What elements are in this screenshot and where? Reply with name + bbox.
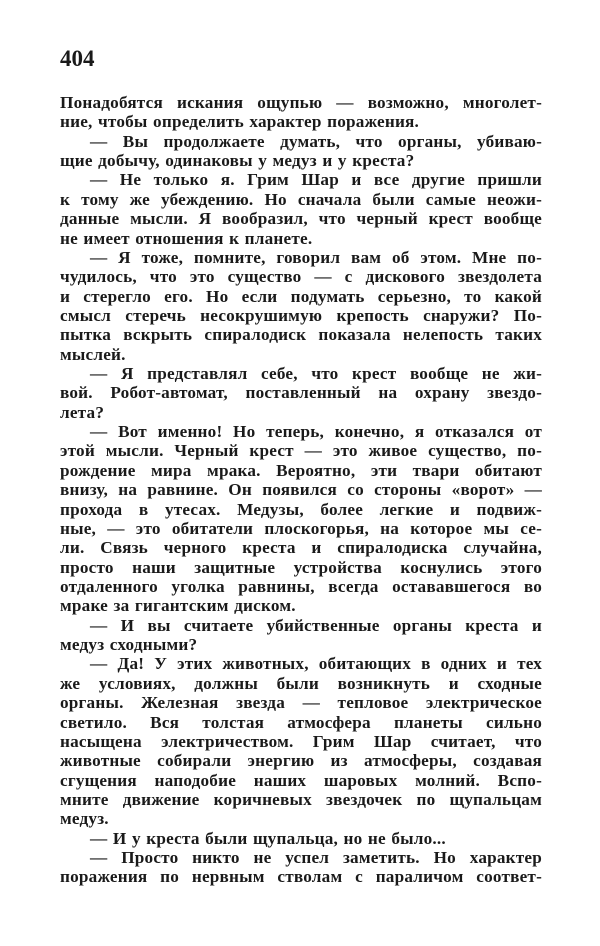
text-line: — И у креста были щупальца, но не было...	[90, 828, 446, 848]
text-line: — Да! У этих животных, обитающих в одних и тех	[90, 654, 542, 674]
text-line: отдаленного уголка равнины, всегда остававшегося во	[60, 576, 542, 596]
text-line: — Не только я. Грим Шар и все другие пришли	[90, 170, 542, 190]
text-line: смысл стеречь несокрушимую крепость снаружи? По-	[60, 305, 542, 325]
text-line: лета?	[60, 402, 105, 422]
text-line: мыслей.	[60, 344, 126, 364]
text-line: — Вы продолжаете думать, что органы, убиваю-	[90, 131, 542, 151]
text-line: сгущения наподобие наших шаровых молний. Вспо-	[60, 770, 542, 790]
paragraph	[60, 829, 542, 848]
text-line: к тому же убеждению. Но сначала были самые неожи-	[60, 189, 542, 209]
paragraph	[60, 132, 542, 171]
text-line: чудилось, что это существо — с дискового звездолета	[60, 267, 542, 287]
text-line: рождение мира мрака. Вероятно, эти твари обитают	[60, 460, 542, 480]
text-line: медуз.	[60, 809, 109, 829]
text-line: ные, — это обитатели плоскогорья, на которое мы се-	[60, 518, 542, 538]
text-line: прохода в утесах. Медузы, более легкие и подвиж-	[60, 499, 542, 519]
text-line: поражения по нервным стволам с параличом соответ-	[60, 867, 542, 887]
text-line: не имеет отношения к планете.	[60, 228, 313, 248]
text-line: данные мысли. Я вообразил, что черный крест вообще	[60, 209, 542, 229]
text-line: — Вот именно! Но теперь, конечно, я отказался от	[90, 422, 542, 442]
text-line: органы. Железная звезда — тепловое электрическое	[60, 693, 542, 713]
text-line: пытка вскрыть спиралодиск показала нелепость таких	[60, 325, 542, 345]
text-line: ли. Связь черного креста и спиралодиска случайна,	[60, 538, 542, 558]
text-line: животные собирали энергию из атмосферы, создавая	[60, 751, 542, 771]
text-line: мраке за гигантским диском.	[60, 596, 296, 616]
paragraph	[60, 364, 542, 422]
paragraph	[60, 170, 542, 247]
text-line: — Просто никто не успел заметить. Но характер	[90, 848, 542, 868]
text-line: внизу, на равнине. Он появился со стороны «ворот» —	[60, 480, 542, 500]
text-line: же условиях, должны были возникнуть и сходные	[60, 673, 542, 693]
text-line: медуз сходными?	[60, 635, 198, 655]
paragraph	[60, 248, 542, 364]
paragraph	[60, 654, 542, 828]
text-line: вой. Робот-автомат, поставленный на охрану звездо-	[60, 383, 542, 403]
text-line: щие добычу, одинаковы у медуз и у креста?	[60, 151, 415, 171]
paragraph	[60, 848, 542, 887]
text-line: ние, чтобы определить характер поражения.	[60, 112, 420, 132]
text-line: — Я представлял себе, что крест вообще не жи-	[90, 364, 542, 384]
text-line: Понадобятся искания ощупью — возможно, многолет-	[60, 93, 542, 112]
paragraph	[60, 616, 542, 655]
page-body-text	[60, 93, 542, 887]
text-line: — Я тоже, помните, говорил вам об этом. Мне по-	[90, 247, 542, 267]
text-line: — И вы считаете убийственные органы креста и	[90, 615, 542, 635]
text-line: и стерегло его. Но если подумать серьезно, то какой	[60, 286, 542, 306]
text-line: мните движение коричневых звездочек по щупальцам	[60, 789, 542, 809]
paragraph	[60, 422, 542, 616]
text-line: этой мысли. Черный крест — это живое существо, по-	[60, 441, 542, 461]
text-line: просто наши защитные устройства коснулись этого	[60, 557, 542, 577]
paragraph	[60, 93, 542, 132]
text-line: насыщена электричеством. Грим Шар считает, что	[60, 731, 542, 751]
text-line: светило. Вся толстая атмосфера планеты сильно	[60, 712, 542, 732]
page-number: 404	[60, 46, 95, 71]
